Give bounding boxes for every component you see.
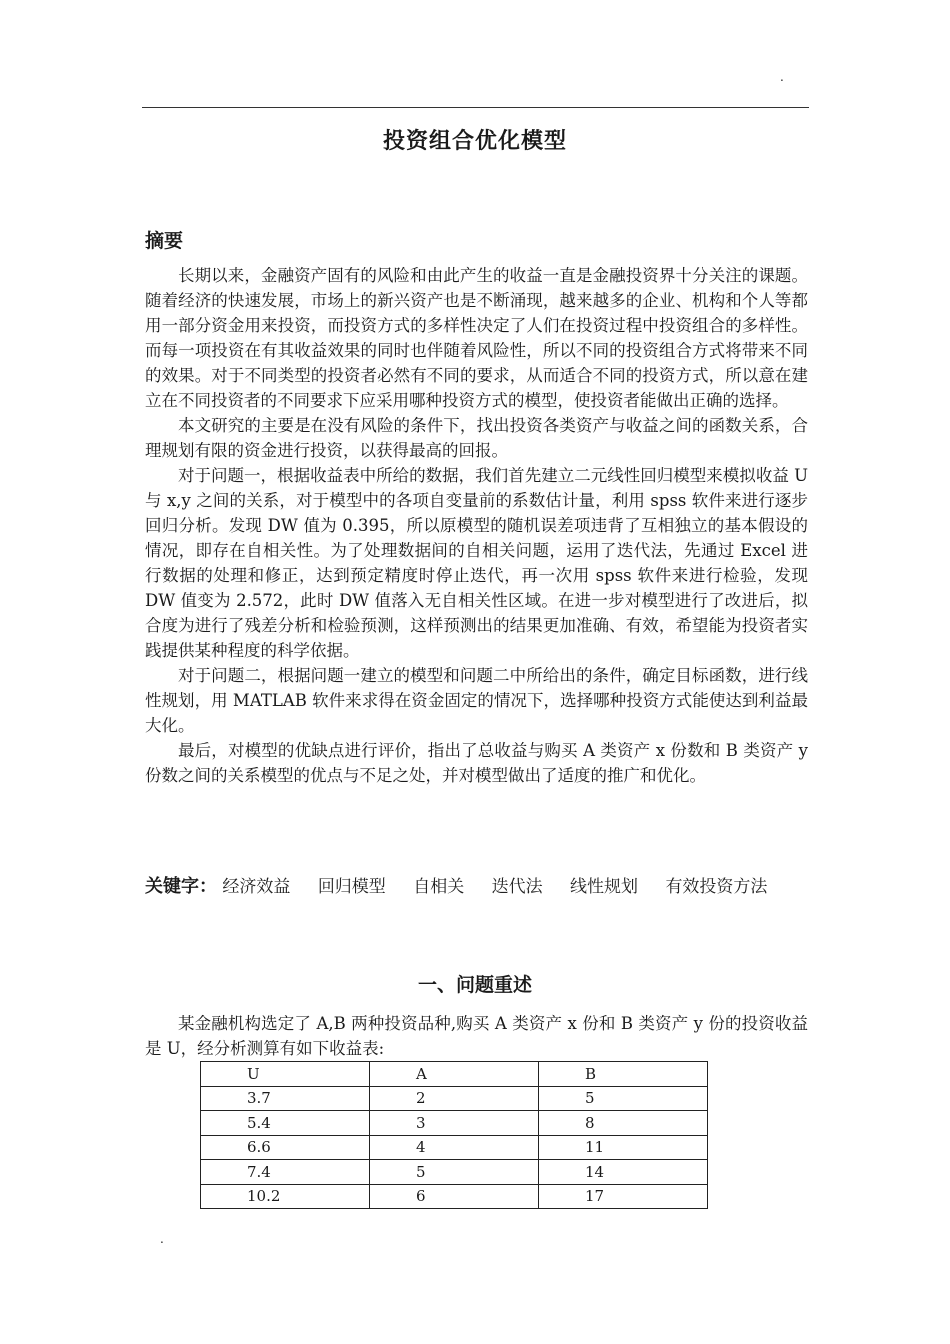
table-header-cell: A [370,1062,539,1087]
table-cell: 2 [370,1086,539,1111]
table-cell: 8 [539,1111,708,1136]
table-cell: 14 [539,1160,708,1185]
table-row [201,1184,708,1209]
keywords-line [145,874,825,900]
abstract-paragraph: 对于问题二，根据问题一建立的模型和问题二中所给出的条件，确定目标函数，进行线性规划，用 MATLAB 软件来求得在资金固定的情况下，选择哪种投资方式能使达到利益最大化。 [145,666,808,735]
table-header-cell: B [539,1062,708,1087]
keyword: 有效投资方法 [665,877,768,897]
abstract-paragraph: 最后，对模型的优缺点进行评价，指出了总收益与购买 A 类资产 x 份数和 B 类资产 y 份数之间的关系模型的优点与不足之处，并对模型做出了适度的推广和优化。 [145,741,808,785]
paper-title: 投资组合优化模型 [382,129,567,154]
table-cell: 7.4 [201,1160,370,1185]
header-rule [142,107,809,108]
keyword: 经济效益 [222,877,291,897]
table-cell: 5.4 [201,1111,370,1136]
table-header-cell: U [201,1062,370,1087]
table-cell: 5 [370,1160,539,1185]
table-row [201,1135,708,1160]
abstract-body [145,263,808,788]
footer-mark: . [160,1232,164,1246]
table-cell: 3 [370,1111,539,1136]
table-row [201,1086,708,1111]
table-cell: 4 [370,1135,539,1160]
keyword: 迭代法 [491,877,543,897]
table-header-row [201,1062,708,1087]
abstract-heading: 摘要 [145,230,184,252]
section-text [145,1011,808,1061]
abstract-paragraph: 对于问题一，根据收益表中所给的数据，我们首先建立二元线性回归模型来模拟收益 U 与 x,y 之间的关系，对于模型中的各项自变量前的系数估计量，利用 spss 软件来进行逐步回归分析。发现 DW 值为 0.395，所以原模型的随机误差项违背了互相独立的基本假设的情况，即存在自相关性。为了处理数据间的自相关问题，运用了迭代法，先通过 Excel 进行数据的处理和修正，达到预定精度时停止迭代，再一次用 spss 软件来进行检验，发现 DW 值变为 2.572，此时 DW 值落入无自相关性区域。在进一步对模型进行了改进后，拟合度为进行了残差分析和检验预测，这样预测出的结果更加准确、有效，希望能为投资者实践提供某种程度的科学依据。 [145,466,808,660]
table-cell: 11 [539,1135,708,1160]
income-table [200,1061,708,1209]
abstract-paragraph: 本文研究的主要是在没有风险的条件下，找出投资各类资产与收益之间的函数关系，合理规划有限的资金进行投资，以获得最高的回报。 [145,416,808,460]
header-mark: . [780,70,784,84]
keyword: 自相关 [413,877,465,897]
table-row [201,1111,708,1136]
table-cell: 3.7 [201,1086,370,1111]
table-cell: 5 [539,1086,708,1111]
table-row [201,1160,708,1185]
table-cell: 6 [370,1184,539,1209]
table-cell: 10.2 [201,1184,370,1209]
table-cell: 17 [539,1184,708,1209]
keywords-label: 关键字： [145,876,217,897]
keyword: 回归模型 [317,877,386,897]
abstract-paragraph: 长期以来，金融资产固有的风险和由此产生的收益一直是金融投资界十分关注的课题。随着经济的快速发展，市场上的新兴资产也是不断涌现，越来越多的企业、机构和个人等都用一部分资金用来投资，而投资方式的多样性决定了人们在投资过程中投资组合的多样性。而每一项投资在有其收益效果的同时也伴随着风险性，所以不同的投资组合方式将带来不同的效果。对于不同类型的投资者必然有不同的要求，从而适合不同的投资方式，所以意在建立在不同投资者的不同要求下应采用哪种投资方式的模型，使投资者能做出正确的选择。 [145,266,808,410]
section-paragraph: 某金融机构选定了 A,B 两种投资品种,购买 A 类资产 x 份和 B 类资产 y 份的投资收益是 U，经分析测算有如下收益表: [145,1014,808,1058]
section-heading: 一、问题重述 [417,974,532,996]
table-cell: 6.6 [201,1135,370,1160]
keyword: 线性规划 [570,877,639,897]
